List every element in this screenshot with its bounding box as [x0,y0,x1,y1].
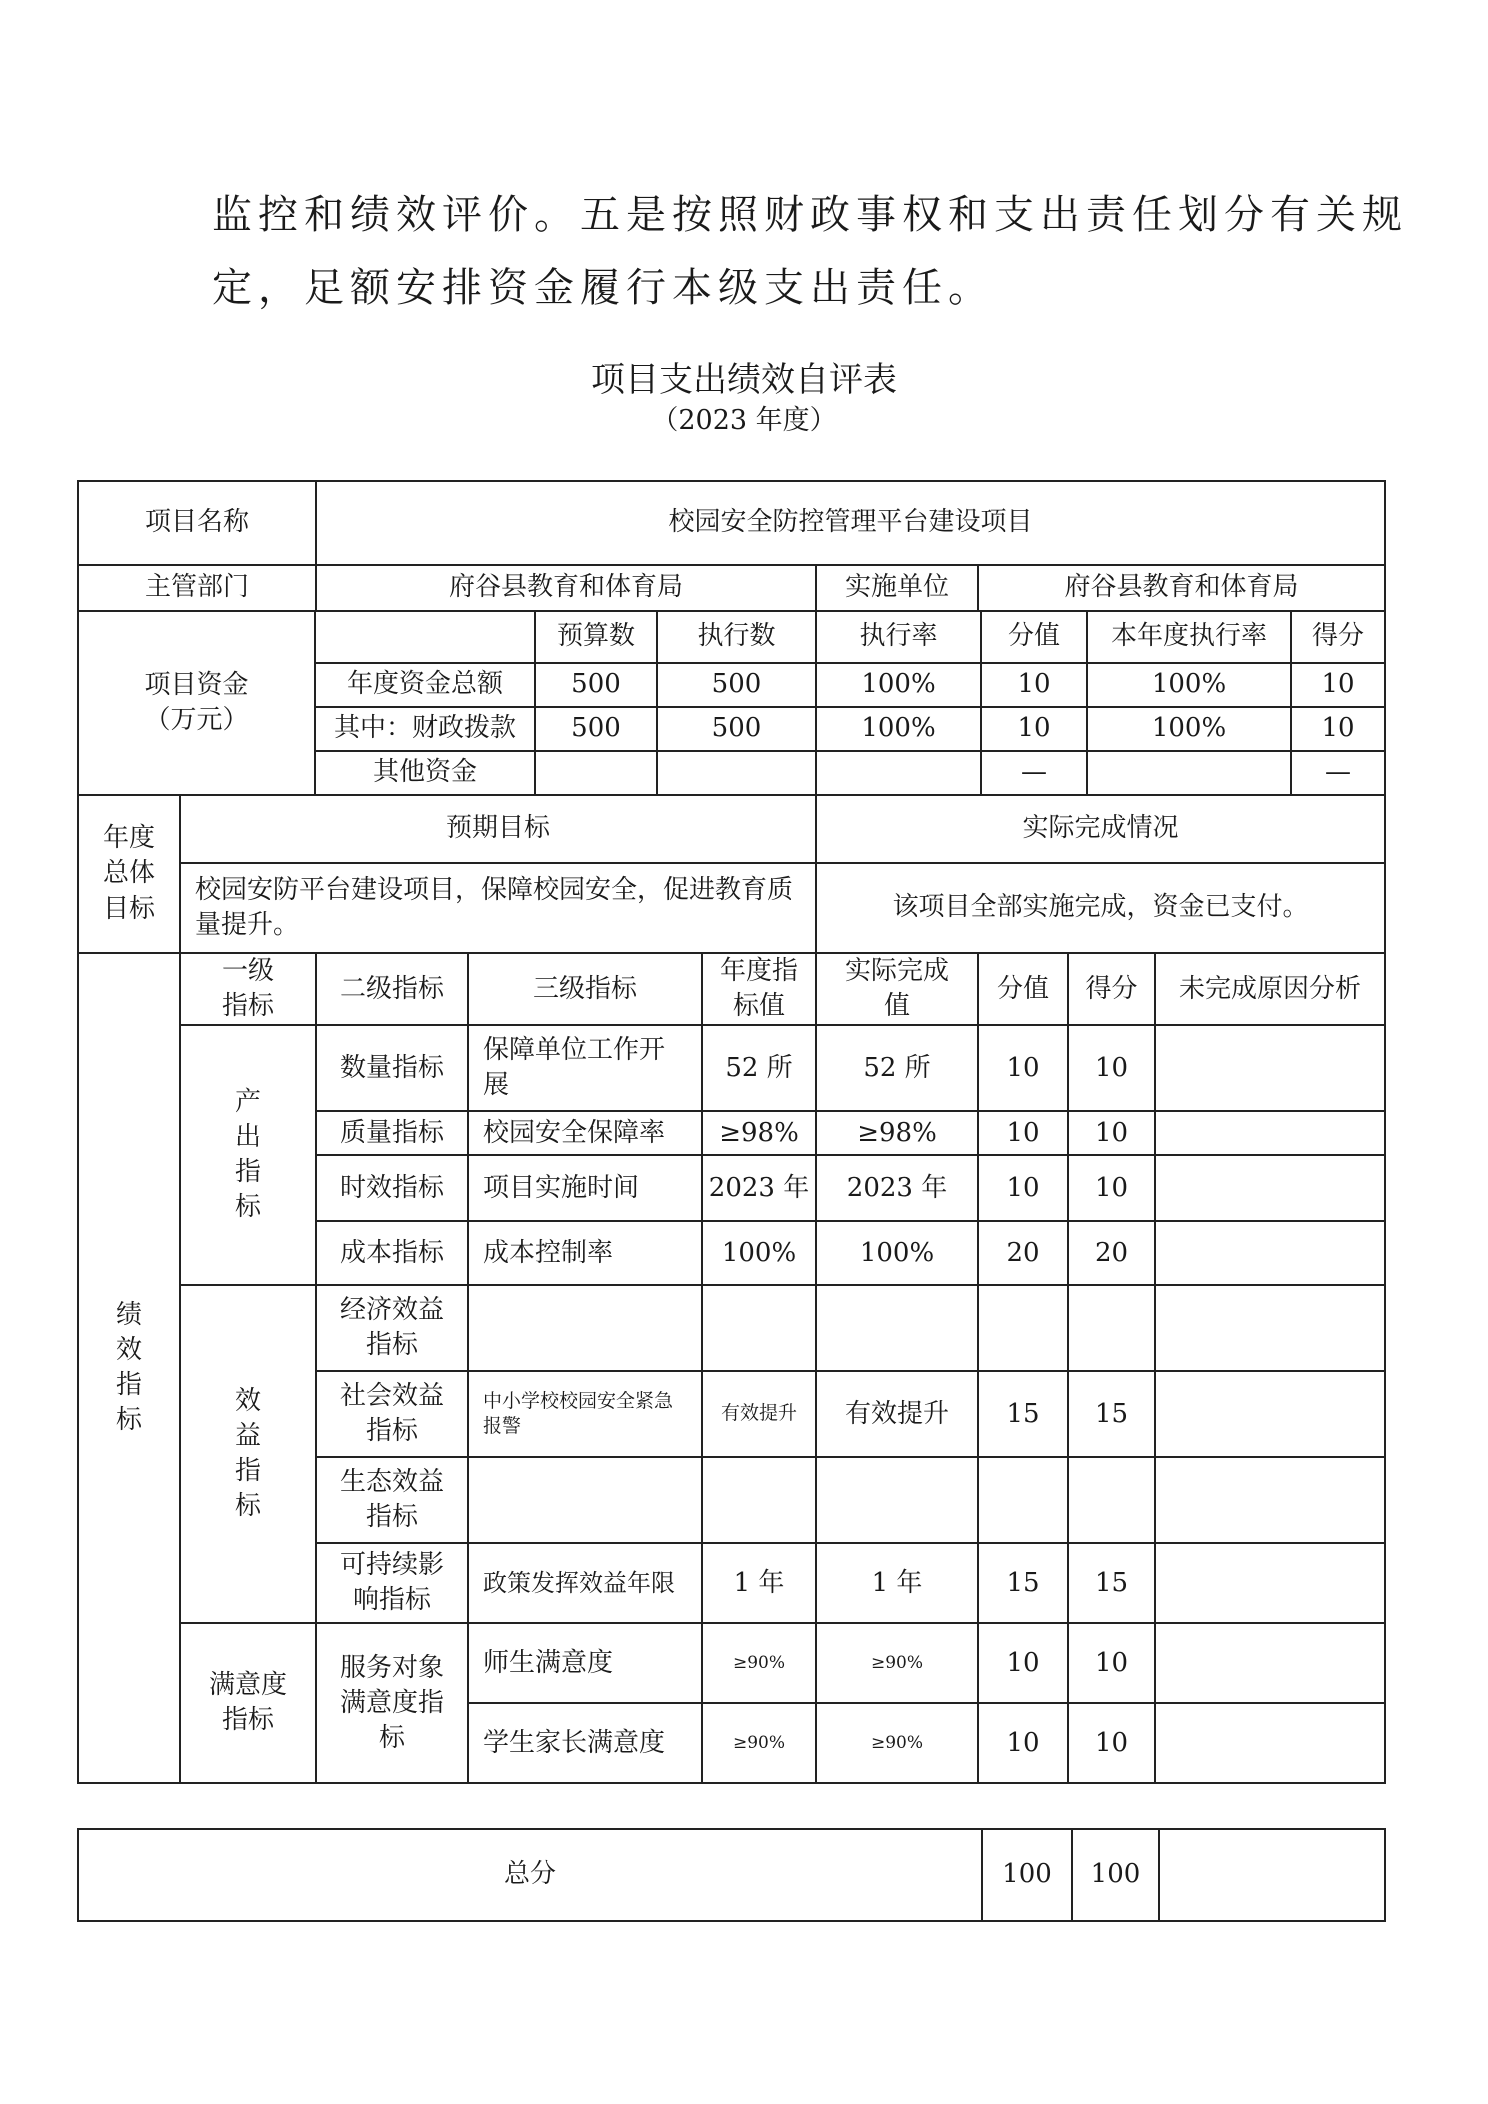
annual-goal-line2: 总体 [102,858,155,889]
total-rate: 100% [816,663,981,707]
total-budget: 500 [535,663,657,707]
fiscal-rate: 100% [816,707,981,751]
ind-l3: 学生家长满意度 [468,1703,702,1783]
ind-l3: 师生满意度 [468,1623,702,1703]
header-target-b: 标值 [732,991,785,1022]
total-score: 10 [1291,663,1385,707]
label-project-name: 项目名称 [78,481,316,565]
table-row [78,1623,1385,1703]
self-evaluation-table [77,480,1386,612]
header-level1-b: 指标 [221,991,274,1022]
ind-l2: 成本指标 [316,1221,468,1285]
perf-char-2: 效 [115,1335,142,1365]
ind-l2-c: 标 [378,1722,405,1753]
output-char-3: 指 [234,1157,261,1188]
indicators-table [77,952,1386,1784]
ind-l3 [468,1025,702,1111]
ind-l3-b: 展 [483,1070,510,1101]
table-row [78,1025,1385,1111]
header-reason: 未完成原因分析 [1155,953,1385,1025]
ind-reason [1155,1543,1385,1623]
ind-l2: 数量指标 [316,1025,468,1111]
total-score-val: 10 [981,663,1087,707]
row-project-name [78,481,1385,565]
ind-score: 10 [1068,1623,1155,1703]
total-row [78,1829,1385,1921]
label-annual-goal [78,795,180,953]
label-satisfaction [180,1623,316,1783]
fiscal-score: 10 [1291,707,1385,751]
ind-l3 [468,1285,702,1371]
other-year-rate [1087,751,1291,795]
sum-score-val: 100 [982,1829,1072,1921]
row-other-label: 其他资金 [315,751,535,795]
ind-target [702,1457,816,1543]
paragraph-line-2: 定，足额安排资金履行本级支出责任。 [212,265,994,311]
benefit-char-2: 益 [234,1421,261,1452]
ind-l2 [316,1285,468,1371]
ind-score: 15 [1068,1543,1155,1623]
sum-reason [1159,1829,1385,1921]
form-title: 项目支出绩效自评表 [591,360,897,400]
header-actual [816,953,978,1025]
ind-actual: ≥90% [816,1703,978,1783]
ind-l2: 质量指标 [316,1111,468,1155]
ind-target: 1 年 [702,1543,816,1623]
ind-l3-a: 保障单位工作开 [483,1035,666,1066]
ind-score-val: 10 [978,1703,1068,1783]
ind-reason [1155,1703,1385,1783]
label-funds-line1: 项目资金 [144,669,249,700]
ind-l2-a: 可持续影 [339,1550,444,1581]
actual-result-text: 该项目全部实施完成，资金已支付。 [816,863,1385,953]
perf-char-1: 绩 [115,1299,142,1330]
expected-goal-text: 校园安防平台建设项目，保障校园安全，促进教育质量提升。 [180,863,816,953]
ind-l2-a: 服务对象 [339,1652,444,1683]
ind-reason [1155,1221,1385,1285]
other-score-val: — [981,751,1087,795]
ind-score-val: 20 [978,1221,1068,1285]
benefit-char-1: 效 [234,1386,261,1416]
goals-header-row [78,795,1385,863]
header-level1 [180,953,316,1025]
ind-l2-a: 社会效益 [339,1381,444,1412]
output-char-2: 出 [234,1122,261,1153]
row-dept [78,565,1385,611]
paragraph-line-1: 监控和绩效评价。五是按照财政事权和支出责任划分有关规 [212,192,1408,238]
ind-l2-b: 满意度指 [339,1687,444,1718]
ind-actual [816,1457,978,1543]
ind-score-val: 10 [978,1025,1068,1111]
ind-target: 100% [702,1221,816,1285]
label-actual: 实际完成情况 [816,795,1385,863]
label-total: 总分 [78,1829,982,1921]
funds-header-row [78,611,1385,663]
total-exec: 500 [657,663,816,707]
header-level3: 三级指标 [468,953,702,1025]
other-budget [535,751,657,795]
ind-score: 10 [1068,1155,1155,1221]
ind-l3: 政策发挥效益年限 [468,1543,702,1623]
fiscal-year-rate: 100% [1087,707,1291,751]
satisfaction-a: 满意度 [208,1670,287,1701]
ind-target: 52 所 [702,1025,816,1111]
ind-l3-b: 报警 [483,1415,522,1438]
ind-reason [1155,1371,1385,1457]
ind-actual: ≥90% [816,1623,978,1703]
ind-score-val [978,1285,1068,1371]
other-score: — [1291,751,1385,795]
ind-score: 10 [1068,1703,1155,1783]
ind-target: 2023 年 [702,1155,816,1221]
ind-reason [1155,1155,1385,1221]
perf-char-4: 标 [115,1405,142,1436]
ind-l3 [468,1457,702,1543]
header-level2: 二级指标 [316,953,468,1025]
output-char-1: 产 [234,1087,261,1117]
label-funds-line2: （万元） [144,705,249,735]
ind-score: 10 [1068,1111,1155,1155]
ind-score-val: 10 [978,1623,1068,1703]
ind-reason [1155,1285,1385,1371]
ind-l2-b: 指标 [365,1330,418,1361]
row-fiscal-label: 其中：财政拨款 [315,707,535,751]
table-row [78,1285,1385,1371]
form-year: （2023 年度） [651,405,837,436]
ind-l2 [316,1457,468,1543]
value-impl-unit: 府谷县教育和体育局 [978,565,1385,611]
ind-score-val: 15 [978,1371,1068,1457]
ind-actual: 100% [816,1221,978,1285]
ind-score: 20 [1068,1221,1155,1285]
ind-score-val: 10 [978,1111,1068,1155]
ind-l3: 校园安全保障率 [468,1111,702,1155]
ind-actual: 52 所 [816,1025,978,1111]
row-total-label: 年度资金总额 [315,663,535,707]
ind-reason [1155,1457,1385,1543]
ind-score: 10 [1068,1025,1155,1111]
col-year-rate: 本年度执行率 [1087,611,1291,663]
satisfaction-b: 指标 [221,1705,274,1736]
col-budget: 预算数 [535,611,657,663]
ind-actual: 2023 年 [816,1155,978,1221]
header-target [702,953,816,1025]
ind-l2-b: 指标 [365,1502,418,1533]
total-year-rate: 100% [1087,663,1291,707]
ind-l2 [316,1543,468,1623]
ind-score-val: 15 [978,1543,1068,1623]
ind-l3: 成本控制率 [468,1221,702,1285]
ind-score [1068,1457,1155,1543]
ind-reason [1155,1025,1385,1111]
header-score-val: 分值 [978,953,1068,1025]
label-dept: 主管部门 [78,565,316,611]
value-project-name: 校园安全防控管理平台建设项目 [316,481,1385,565]
ind-target: ≥90% [702,1623,816,1703]
goals-content-row [78,863,1385,953]
ind-l2: 时效指标 [316,1155,468,1221]
header-actual-b: 值 [883,991,910,1022]
ind-actual: ≥98% [816,1111,978,1155]
funds-blank-header [315,611,535,663]
ind-actual: 1 年 [816,1543,978,1623]
label-funds [78,611,315,795]
ind-score [1068,1285,1155,1371]
fiscal-score-val: 10 [981,707,1087,751]
annual-goal-line3: 目标 [102,893,155,924]
benefit-char-4: 标 [234,1491,261,1522]
ind-target: 有效提升 [702,1371,816,1457]
ind-l2-a: 生态效益 [339,1467,444,1498]
annual-goal-line1: 年度 [102,823,155,854]
other-rate [816,751,981,795]
ind-l3: 项目实施时间 [468,1155,702,1221]
label-benefit [180,1285,316,1623]
ind-actual: 有效提升 [816,1371,978,1457]
label-performance [78,953,180,1783]
other-exec [657,751,816,795]
ind-l2 [316,1623,468,1783]
label-expected: 预期目标 [180,795,816,863]
indicators-header-row [78,953,1385,1025]
header-score: 得分 [1068,953,1155,1025]
col-score: 得分 [1291,611,1385,663]
label-output [180,1025,316,1285]
ind-reason [1155,1111,1385,1155]
funds-table [77,610,1386,796]
perf-char-3: 指 [115,1370,142,1401]
col-score-val: 分值 [981,611,1087,663]
ind-reason [1155,1623,1385,1703]
ind-l2 [316,1371,468,1457]
output-char-4: 标 [234,1192,261,1223]
fiscal-budget: 500 [535,707,657,751]
label-impl-unit: 实施单位 [816,565,978,611]
ind-l3-a: 中小学校校园安全紧急 [483,1389,674,1412]
value-dept: 府谷县教育和体育局 [316,565,816,611]
header-level1-a: 一级 [221,956,274,986]
header-actual-a: 实际完成 [844,956,949,986]
goals-table [77,794,1386,954]
header-target-a: 年度指 [719,956,798,986]
ind-target [702,1285,816,1371]
ind-score: 15 [1068,1371,1155,1457]
ind-l3 [468,1371,702,1457]
ind-l2-a: 经济效益 [339,1295,444,1326]
fiscal-exec: 500 [657,707,816,751]
benefit-char-3: 指 [234,1456,261,1487]
ind-score-val: 10 [978,1155,1068,1221]
ind-l2-b: 响指标 [352,1585,431,1616]
col-rate: 执行率 [816,611,981,663]
ind-score-val [978,1457,1068,1543]
total-table [77,1828,1386,1922]
ind-l2-b: 指标 [365,1416,418,1447]
col-exec: 执行数 [657,611,816,663]
sum-score: 100 [1072,1829,1159,1921]
ind-target: ≥90% [702,1703,816,1783]
ind-target: ≥98% [702,1111,816,1155]
ind-actual [816,1285,978,1371]
